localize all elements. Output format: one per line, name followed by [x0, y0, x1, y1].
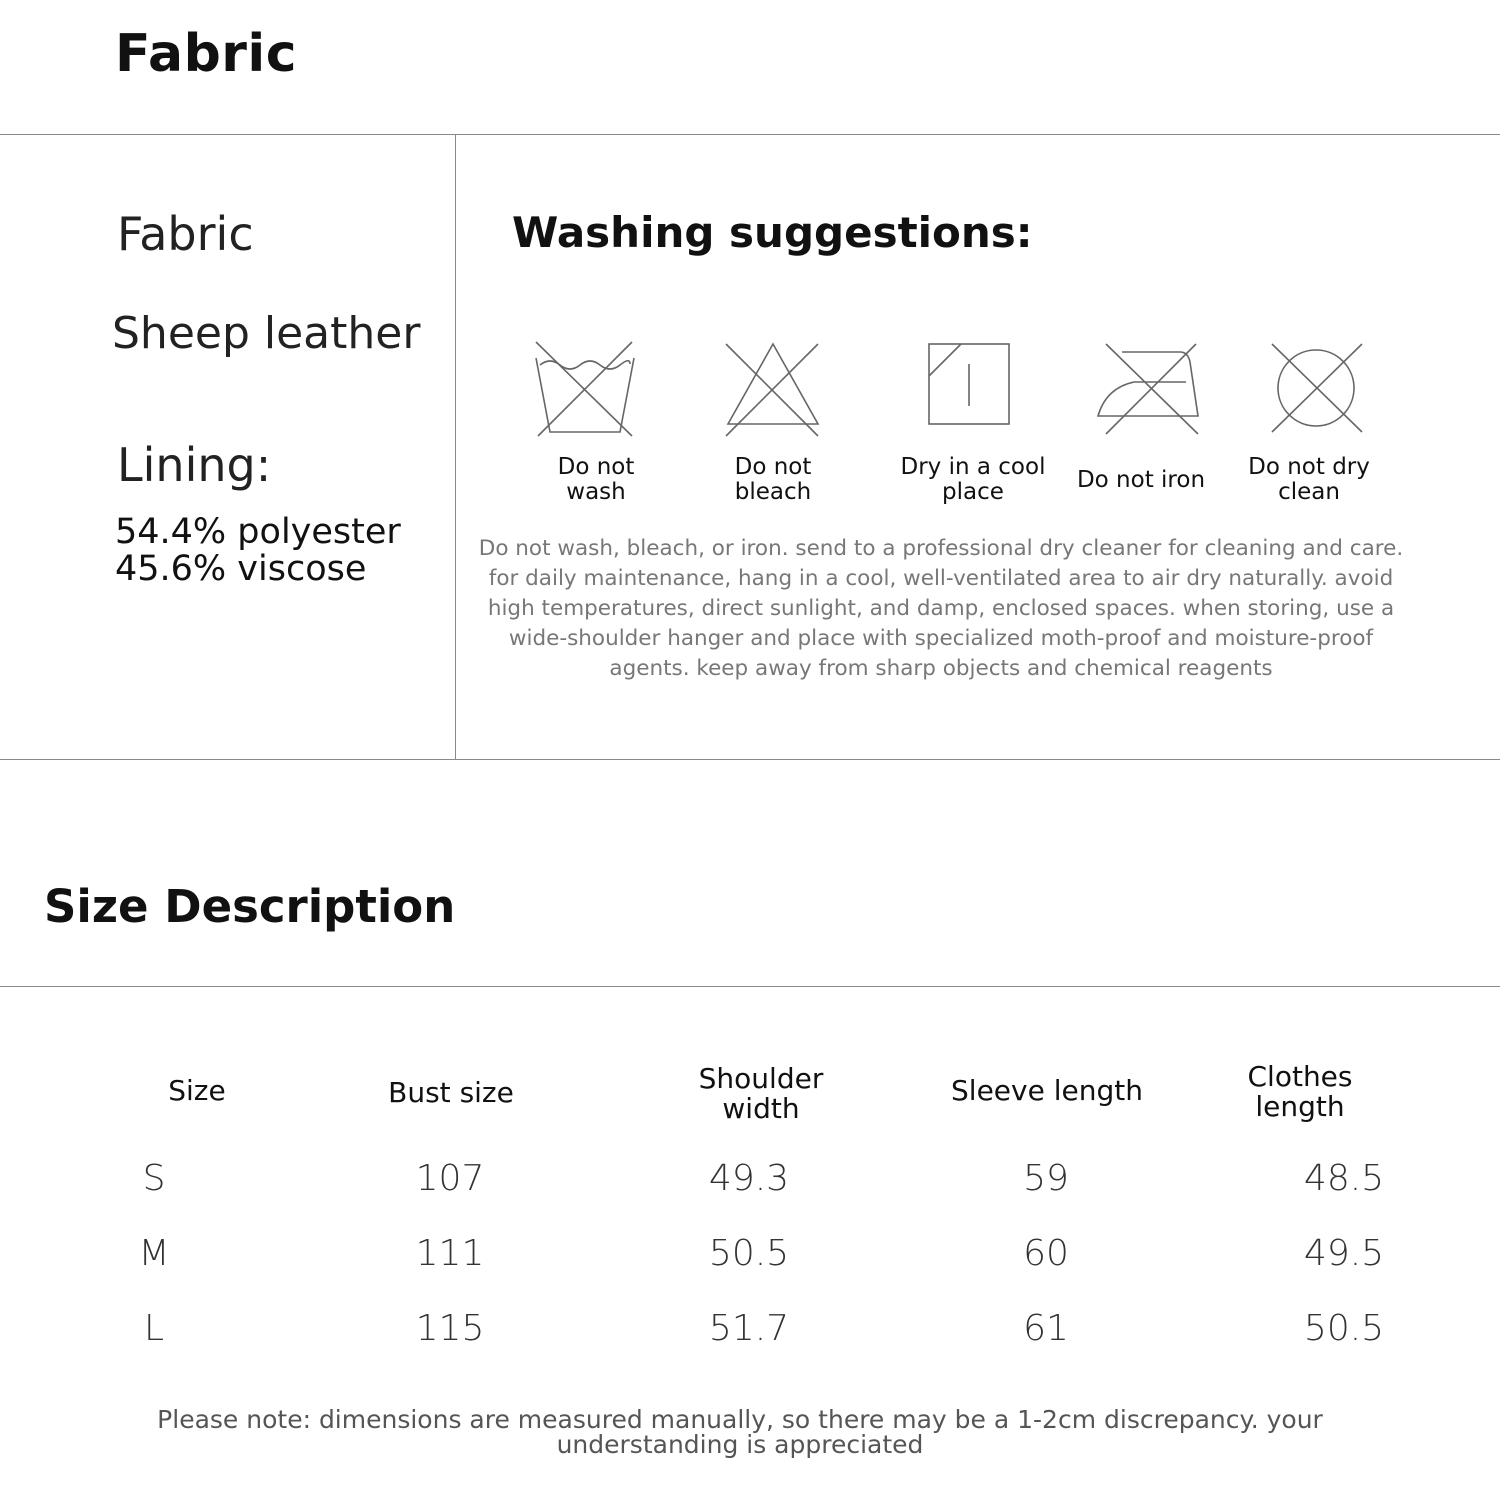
table-header-size: Size — [168, 1074, 226, 1107]
table-cell: 50.5 — [708, 1233, 790, 1274]
do-not-bleach-icon — [718, 340, 828, 440]
table-cell: 50.5 — [1303, 1308, 1385, 1349]
lining-composition-line: 54.4% polyester — [115, 512, 401, 552]
table-cell: L — [143, 1308, 165, 1349]
care-label: Do not bleach — [734, 454, 812, 505]
lining-label: Lining: — [117, 438, 272, 492]
do-not-iron-icon — [1094, 340, 1204, 440]
table-header-sleeve: Sleeve length — [951, 1074, 1143, 1107]
column-divider — [455, 135, 456, 760]
table-cell: 49.5 — [1303, 1233, 1385, 1274]
table-cell: 111 — [415, 1233, 485, 1274]
measurement-note: Please note: dimensions are measured manually, so there may be a 1-2cm discrepancy. your understanding is appreciated — [157, 1405, 1323, 1459]
care-label: Do not iron — [1076, 467, 1206, 493]
table-header-shoulder: Shoulder width — [698, 1062, 824, 1125]
table-cell: 60 — [1023, 1233, 1069, 1274]
table-header-clothes-length: Clothes length — [1247, 1060, 1353, 1123]
do-not-dry-clean-icon — [1266, 340, 1376, 440]
table-cell: 51.7 — [708, 1308, 790, 1349]
table-cell: 48.5 — [1303, 1158, 1385, 1199]
table-cell: 49.3 — [708, 1158, 790, 1199]
fabric-value: Sheep leather — [112, 308, 421, 359]
table-cell: 59 — [1023, 1158, 1069, 1199]
size-section-title: Size Description — [44, 880, 456, 933]
page-title: Fabric — [115, 24, 298, 84]
lining-composition-line: 45.6% viscose — [115, 549, 367, 589]
do-not-wash-icon — [528, 340, 638, 440]
table-cell: 61 — [1023, 1308, 1069, 1349]
table-cell: S — [142, 1158, 166, 1199]
care-label: Do not wash — [557, 454, 635, 505]
fabric-label: Fabric — [117, 207, 254, 261]
divider — [0, 986, 1500, 987]
care-label: Dry in a cool place — [900, 454, 1046, 505]
dry-in-cool-place-icon — [917, 336, 1027, 436]
table-cell: M — [138, 1233, 170, 1274]
table-header-bust: Bust size — [388, 1076, 514, 1109]
care-instructions-paragraph: Do not wash, bleach, or iron. send to a professional dry cleaner for cleaning and care. for daily maintenance, hang in a cool, well-ventilated area to air dry naturally. avoid high temperatures, direct sunlight, and damp, enclosed spaces. when storing, use a wide-shoulder hanger and place with specialized moth-proof and moisture-proof agents. keep away from sharp objects and chemical reagents — [478, 536, 1404, 681]
divider — [0, 134, 1500, 135]
divider — [0, 759, 1500, 760]
table-cell: 107 — [415, 1158, 485, 1199]
table-cell: 115 — [415, 1308, 485, 1349]
care-label: Do not dry clean — [1248, 454, 1370, 505]
washing-title: Washing suggestions: — [512, 208, 1033, 257]
